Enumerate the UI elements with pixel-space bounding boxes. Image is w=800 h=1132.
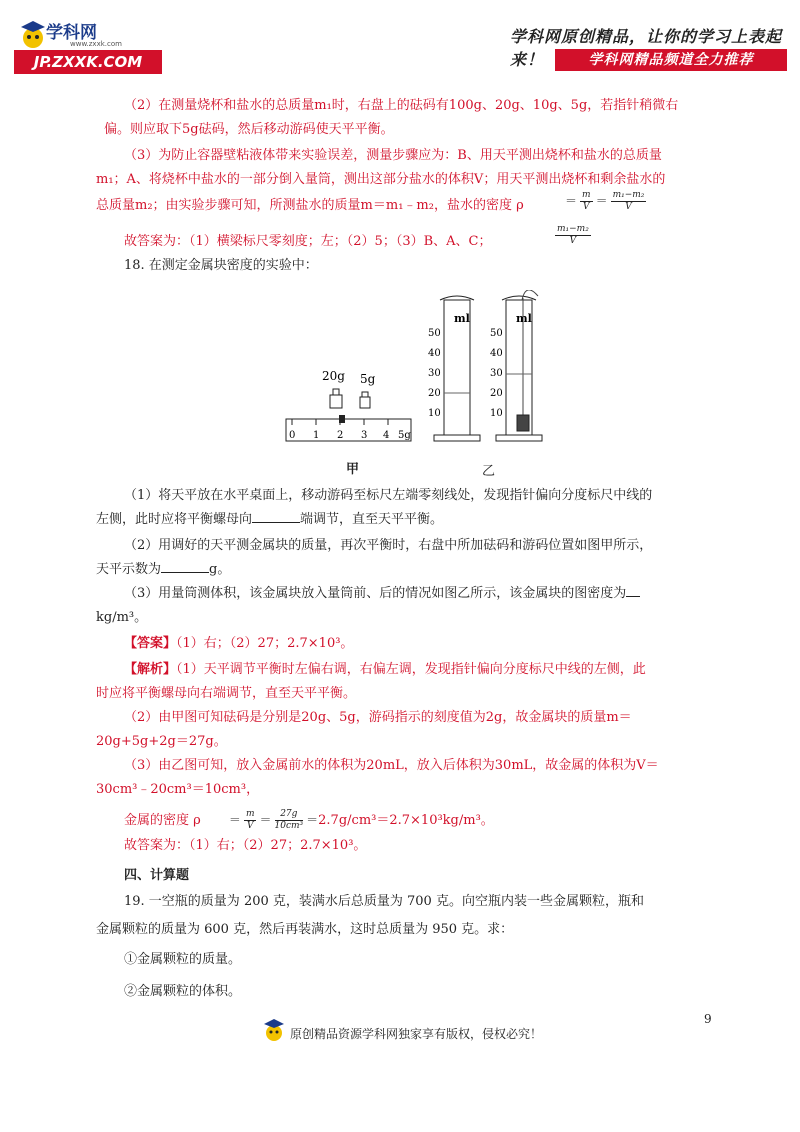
scale-tick-4: 4 [383, 430, 390, 441]
q18-analysis-line2: 时应将平衡螺母向右端调节，直至天平平衡。 [96, 686, 357, 701]
c1-grad-20: 20 [428, 388, 441, 399]
page-number: 9 [704, 1012, 712, 1026]
header-slogan: 学科网原创精品，让你的学习上表起来！ [510, 27, 783, 69]
c1-grad-10: 10 [428, 408, 441, 419]
answer-formula: $\frac{\text{m₁−m₂}}{V}$ [557, 224, 589, 246]
answer-text: （1）右；（2）27；2.7×10³。 [176, 636, 354, 651]
q18-part2-line2 [96, 558, 696, 582]
q18-part1-line1: （1）将天平放在水平桌面上，移动游码至标尺左端零刻线处，发现指针偏向分度标尺中线的 [124, 488, 653, 503]
q17-answer: 故答案为：（1）横梁标尺零刻度；左；（2）5；（3）B、A、C； [124, 234, 492, 249]
c2-grad-40: 40 [490, 348, 503, 359]
rider-scale [286, 415, 411, 441]
section-title-calculation: 四、计算题 [124, 868, 190, 883]
q17-part2: （2）在测量烧杯和盐水的总质量m₁时，右盘上的砝码有100g、20g、10g、5g，若指针稍微右偏。则应取下5g砝码，然后移动游码使天平平衡。 [104, 98, 679, 137]
weight-20g-label: 20g [322, 369, 345, 383]
q18-analysis-line5: （3）由乙图可知，放入金属前水的体积为20mL，放入后体积为30mL，故金属的体积为V＝ [124, 758, 659, 773]
cylinder2-ml-label: ml [516, 312, 532, 325]
q18-title: 18. 在测定金属块密度的实验中： [124, 258, 318, 273]
q17-part3-line1: （3）为防止容器壁粘液体带来实验误差，测量步骤应为：B、用天平测出烧杯和盐水的总质量 [124, 148, 662, 163]
q19-item2: ②金属颗粒的体积。 [124, 984, 242, 999]
density-calc-formula: ＝ $\frac{m}{V}$ ＝ $\frac{27g}{\text{10cm³}}$ ＝ [228, 809, 319, 831]
q18-part1-text-b: 端调节，直至天平平衡。 [300, 512, 444, 527]
q19-line2: 金属颗粒的质量为 600 克，然后再装满水，这时总质量为 950 克。求： [96, 922, 514, 937]
q18-analysis-line1 [124, 658, 724, 682]
weight-20g-icon [330, 389, 342, 408]
footer-mascot-icon [262, 1016, 286, 1044]
q18-final-answer: 故答案为：（1）右；（2）27；2.7×10³。 [124, 838, 367, 853]
answer-tag: 【答案】 [124, 636, 177, 651]
c1-grad-40: 40 [428, 348, 441, 359]
analysis-tag: 【解析】 [124, 662, 177, 677]
cylinder1-ml-label: ml [454, 312, 470, 325]
figure-jia-balance [280, 365, 420, 445]
figure-yi-cylinders [422, 290, 552, 450]
answer-blank-1 [252, 522, 300, 523]
footer-copyright: 原创精品资源学科网独家享有版权，侵权必究！ [290, 1027, 543, 1041]
answer-blank-2 [161, 572, 209, 573]
density-result: 2.7g/cm³＝2.7×10³kg/m³。 [318, 813, 494, 828]
q18-analysis-line3: （2）由甲图可知砝码是分别是20g、5g，游码指示的刻度值为2g，故金属块的质量m＝ [124, 710, 632, 725]
mascot-icon [18, 18, 48, 52]
density-formula: ＝ $\frac{m}{V}$ ＝ $\frac{\text{m₁−m₂}}{V}$ [565, 190, 645, 212]
weight-5g-icon [360, 392, 370, 408]
c2-grad-20: 20 [490, 388, 503, 399]
q18-analysis-line6: 30cm³﹣20cm³＝10cm³， [96, 782, 260, 797]
logo-url-banner: JP.ZXXK.COM [14, 50, 162, 74]
answer-blank-3 [626, 596, 640, 597]
analysis-text-1: （1）天平调节平衡时左偏右调，右偏左调，发现指针偏向分度标尺中线的左侧，此 [176, 662, 646, 677]
q18-part1-text-a: 左侧，此时应将平衡螺母向 [96, 512, 253, 527]
channel-banner: 学科网精品频道全力推荐 [555, 49, 787, 71]
q19-item1: ①金属颗粒的质量。 [124, 952, 242, 967]
q18-part3-text: （3）用量筒测体积，该金属块放入量筒前、后的情况如图乙所示，该金属块的图密度为 [124, 586, 627, 601]
scale-tick-1: 1 [313, 430, 320, 441]
scale-tick-0: 0 [289, 430, 296, 441]
scale-tick-3: 3 [361, 430, 368, 441]
q18-analysis-line4: 20g+5g+2g＝27g。 [96, 734, 227, 749]
c2-grad-10: 10 [490, 408, 503, 419]
logo-subtext: www.zxxk.com [70, 40, 122, 48]
c1-grad-30: 30 [428, 368, 441, 379]
q19-line1: 19. 一空瓶的质量为 200 克，装满水后总质量为 700 克。向空瓶内装一些金属颗粒，瓶和 [124, 894, 644, 909]
c2-grad-50: 50 [490, 328, 503, 339]
c2-grad-30: 30 [490, 368, 503, 379]
q18-part3-line1 [124, 582, 714, 606]
weight-5g-label: 5g [360, 372, 376, 386]
logo-text: 学科网 [46, 23, 97, 43]
q18-part3-line2: kg/m³。 [96, 610, 148, 625]
q18-answer [124, 632, 724, 656]
density-label: 金属的密度 ρ [124, 813, 201, 828]
figure-label-yi: 乙 [482, 464, 496, 479]
scale-tick-2: 2 [337, 430, 344, 441]
q18-analysis-line7 [124, 808, 494, 833]
scale-tick-5: 5g [398, 430, 411, 441]
q18-part2-line1: （2）用调好的天平测金属块的质量，再次平衡时，右盘中所加砝码和游码位置如图甲所示， [124, 538, 653, 553]
q18-part2-text-a: 天平示数为 [96, 562, 162, 577]
q17-part3-line2: m₁；A、将烧杯中盐水的一部分倒入量筒，测出这部分盐水的体积V；用天平测出烧杯和剩余盐水的 [96, 172, 666, 187]
q18-part2-text-b: g。 [209, 562, 231, 577]
figure-label-jia: 甲 [346, 462, 360, 477]
q17-part3-line3: 总质量m₂；由实验步骤可知，所测盐水的质量m＝m₁﹣m₂，盐水的密度 ρ [96, 198, 524, 213]
q18-part1-line2 [96, 508, 696, 532]
c1-grad-50: 50 [428, 328, 441, 339]
